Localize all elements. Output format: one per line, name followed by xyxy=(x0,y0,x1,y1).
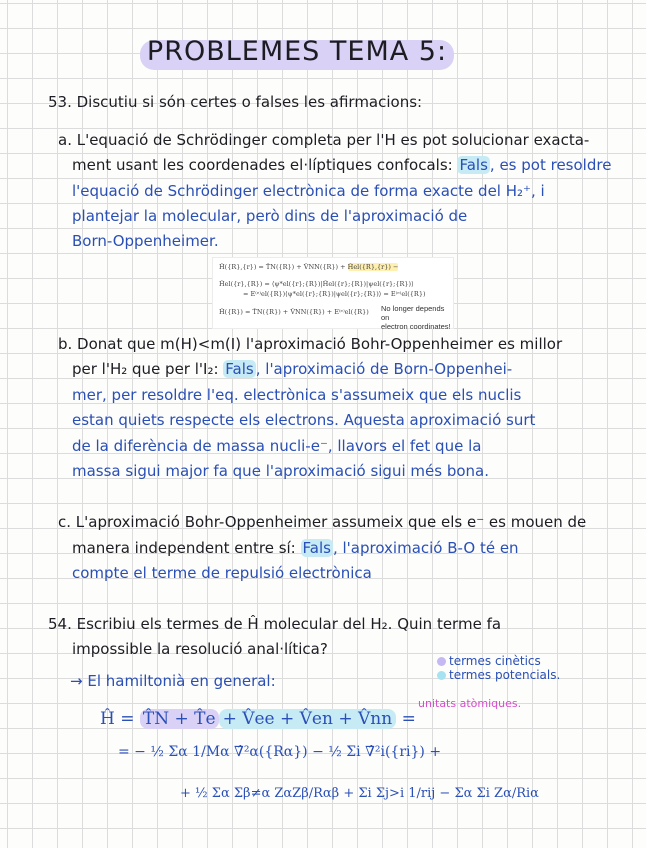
eq-line3: = E⁽ᵉ⁾el({R})⟨ψ*el({r};{R})|ψel({r};{R})⟩ = E⁽ᵉ⁾el({R}) xyxy=(243,290,426,298)
hamiltonian-row1 xyxy=(100,706,416,732)
eq-note-line1: No longer depends on xyxy=(381,304,445,322)
q53a-line5: Born-Oppenheimer. xyxy=(72,232,219,250)
q53c-line2 xyxy=(72,538,519,558)
kinetic-terms: T̂N + T̂e xyxy=(140,709,219,729)
q53c-line3: compte el terme de repulsió electrònica xyxy=(72,564,372,582)
legend-potential-label: termes potencials. xyxy=(449,668,561,682)
q53b-answer: Fals xyxy=(225,360,254,378)
eq-line1-highlight: Ĥel({R},{r}) − xyxy=(347,263,399,271)
q53b-line2-text: per l'H₂ que per l'I₂: xyxy=(72,360,224,378)
eq-note xyxy=(381,304,453,331)
potential-dot-icon xyxy=(437,671,446,680)
equation-image xyxy=(212,257,454,329)
q53b-line4: estan quiets respecte els electrons. Aquesta aproximació surt xyxy=(72,411,536,429)
q53b-line3: mer, per resoldre l'eq. electrònica s'assumeix que els nuclis xyxy=(72,386,522,404)
q53a-line2-blue: , es pot resoldre xyxy=(489,156,612,174)
q53c-line1: c. L'aproximació Bohr-Oppenheimer assumeix que els e⁻ es mouen de xyxy=(58,513,587,531)
legend-kinetic xyxy=(437,654,541,668)
q53a-line4: plantejar la molecular, però dins de l'aproximació de xyxy=(72,207,468,225)
q53a-line2-text: ment usant les coordenades el·líptiques confocals: xyxy=(72,156,458,174)
q53a-answer: Fals xyxy=(459,156,488,174)
q53b-line5: de la diferència de massa nucli-e⁻, llavors el fet que la xyxy=(72,437,482,455)
eq-line4: Ĥ({R}) = T̂N({R}) + V̂NN({R}) + E⁽ᵉ⁾el({R}) xyxy=(219,308,369,316)
q54-line2: impossible la resolució anal·lítica? xyxy=(72,640,328,658)
hamiltonian-row3: + ½ Σα Σβ≠α ZαZβ/Rαβ + Σi Σj>i 1/rij − Σα Σi Zα/Riα xyxy=(180,786,539,801)
hamiltonian-lhs: Ĥ = xyxy=(100,709,135,729)
q53c-line2-blue: , l'aproximació B-O té en xyxy=(332,539,519,557)
q53a-line1: a. L'equació de Schrödinger completa per l'H es pot solucionar exacta- xyxy=(58,131,590,149)
eq-line2: Ĥel({r},{R}) = ⟨ψ*el({r};{R})|Ĥel({r};{R})|ψel({r};{R})⟩ xyxy=(219,280,414,288)
legend-kinetic-label: termes cinètics xyxy=(449,654,541,668)
q53b-line2-blue: , l'aproximació de Born-Oppenhei- xyxy=(255,360,513,378)
eq-line1: Ĥ({R},{r}) = T̂N({R}) + V̂NN({R}) + xyxy=(219,263,346,271)
hamiltonian-row2: = − ½ Σα 1/Mα ∇̂²α({Rα}) − ½ Σi ∇̂²i({ri}) + xyxy=(118,744,442,760)
legend-potential xyxy=(437,668,560,682)
potential-terms: + V̂ee + V̂en + V̂nn xyxy=(219,709,397,729)
eq-note-line2: electron coordinates! xyxy=(381,322,451,331)
q53a-line3: l'equació de Schrödinger electrònica de forma exacte del H₂⁺, i xyxy=(72,182,545,200)
kinetic-dot-icon xyxy=(437,657,446,666)
q53c-line2-text: manera independent entre sí: xyxy=(72,539,301,557)
title-block xyxy=(140,30,454,74)
q53a-line2 xyxy=(72,155,611,175)
q53b-line1: b. Donat que m(H)<m(I) l'aproximació Bohr-Oppenheimer es millor xyxy=(58,335,563,353)
q53b-line2 xyxy=(72,359,512,379)
q53c-answer: Fals xyxy=(302,539,331,557)
q53b-line6: massa sigui major fa que l'aproximació sigui més bona. xyxy=(72,462,489,480)
q54-line1: 54. Escribiu els termes de Ĥ molecular del H₂. Quin terme fa xyxy=(48,615,502,633)
hamiltonian-equals: = xyxy=(401,709,416,729)
units-annotation: unitats atòmiques. xyxy=(418,697,522,710)
page-title: PROBLEMES TEMA 5: xyxy=(146,36,448,67)
q54-subheading: → El hamiltonià en general: xyxy=(70,672,276,690)
q53-heading: 53. Discutiu si són certes o falses les afirmacions: xyxy=(48,93,423,111)
